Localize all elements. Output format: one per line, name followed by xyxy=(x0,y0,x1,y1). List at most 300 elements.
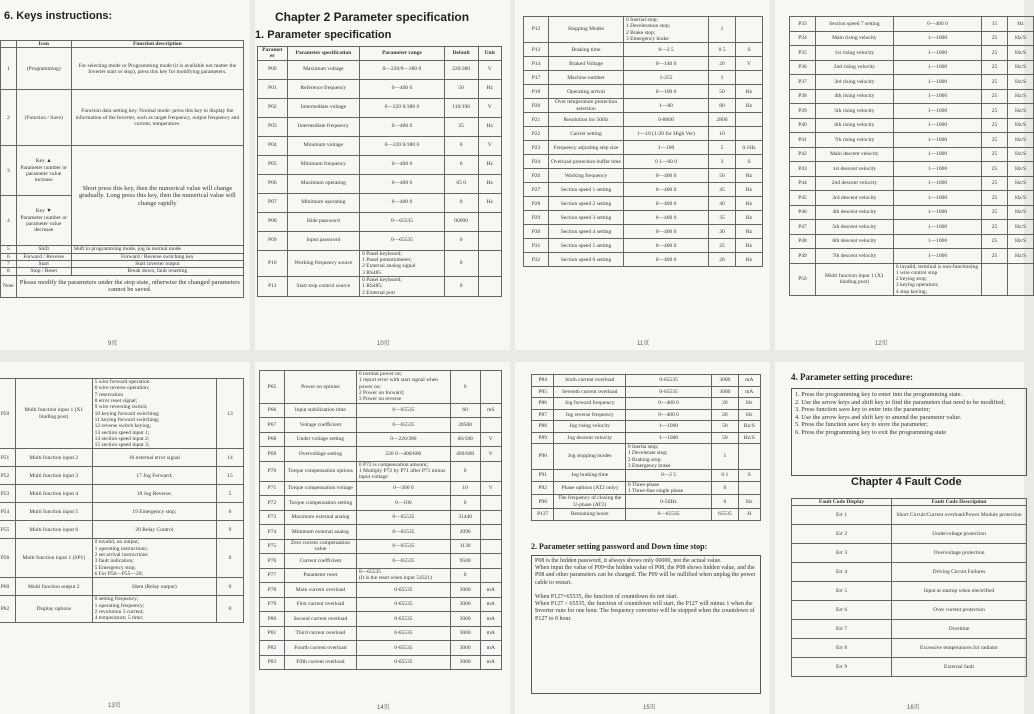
table-cell: Hz/S xyxy=(1008,46,1034,61)
page-16 xyxy=(775,362,1024,714)
table-row xyxy=(790,118,1034,133)
table-cell xyxy=(480,554,501,569)
table-cell: 9 xyxy=(217,521,244,539)
table-cell: 0—400 0 xyxy=(624,169,709,183)
table-cell: P26 xyxy=(524,169,549,183)
chapter-title: Chapter 4 Fault Code xyxy=(851,476,962,488)
table-cell: Remaining hours xyxy=(554,509,625,521)
table-cell: 80 xyxy=(709,99,736,113)
table-cell: P52 xyxy=(0,467,15,485)
table-row xyxy=(258,231,502,250)
fault-table xyxy=(791,498,1027,677)
table-cell: P56 xyxy=(0,539,15,578)
table-cell: 65 0 xyxy=(444,174,478,193)
table-cell: P20 xyxy=(524,99,549,113)
table-cell: 1 xyxy=(709,71,736,85)
table-cell: 25 xyxy=(982,176,1008,191)
table-cell: 60 xyxy=(450,403,480,418)
table-cell: Section speed 5 setting xyxy=(549,239,624,253)
table-cell: P38 xyxy=(790,89,816,104)
table-row xyxy=(260,496,502,511)
table-cell: 1—1000 xyxy=(893,75,981,90)
table-cell: 0—65535 xyxy=(356,554,450,569)
table-cell: 25 xyxy=(982,162,1008,177)
table-cell: P29 xyxy=(524,211,549,225)
table-cell: 220/380 xyxy=(444,60,478,79)
table-row xyxy=(260,447,502,462)
table-cell: 0—65535 xyxy=(625,509,711,521)
table-cell: First current overload xyxy=(284,597,356,612)
table-row xyxy=(258,174,502,193)
table-cell: P69 xyxy=(260,447,285,462)
page-number: 9页 xyxy=(108,341,118,347)
table-cell: 1—10 (1-20 for High Ver) xyxy=(624,127,709,141)
table-cell: Err 7 xyxy=(792,620,892,639)
table-cell: 0—400 0 xyxy=(624,197,709,211)
table-cell: Under voltage setting xyxy=(284,432,356,447)
table-row xyxy=(790,31,1034,46)
table-row xyxy=(0,379,244,449)
table-cell: 0—400 0 xyxy=(624,225,709,239)
table-cell: mA xyxy=(480,626,501,641)
table-cell: 0—65535 xyxy=(360,212,445,231)
table-cell: 35 xyxy=(709,211,736,225)
table-cell: 0 Panel keyboard; 1 RS485; 2 External port xyxy=(360,276,445,296)
table-cell: Hz xyxy=(736,239,763,253)
table-cell: Hz xyxy=(478,79,502,98)
table-cell: 1—80 xyxy=(624,99,709,113)
table-cell: P49 xyxy=(790,249,816,264)
table-cell: Undervoltage protection xyxy=(892,525,1027,544)
table-cell: 28500 xyxy=(450,418,480,433)
table-cell: Hz/S xyxy=(1008,104,1034,119)
table-cell: Working frequency source xyxy=(287,250,359,276)
table-row xyxy=(260,583,502,598)
table-cell: Operating arrival xyxy=(549,85,624,99)
table-cell: Hz/S xyxy=(1008,191,1034,206)
table-cell: 0 Inertia stop; 1 Decelerate stop; 2 Braking stop; 3 Emergency brake xyxy=(625,444,711,470)
table-cell: P06 xyxy=(258,174,288,193)
table-cell: 10 xyxy=(450,481,480,496)
table-cell: P91 xyxy=(532,470,554,482)
table-cell: Hz xyxy=(738,409,760,421)
table-cell: 0 xyxy=(444,136,478,155)
table-cell: 0 xyxy=(217,596,244,622)
table-cell: P13 xyxy=(524,43,549,57)
table-cell: P48 xyxy=(790,234,816,249)
table-cell: Current coefficient xyxy=(284,554,356,569)
table-cell: 0—400 0 xyxy=(360,174,445,193)
table-cell: 6th descent velocity xyxy=(815,234,893,249)
table-cell: mA xyxy=(738,386,760,398)
table-cell: Multi function input 1 (SP1) xyxy=(15,539,92,578)
table-cell: 0-65535 xyxy=(625,386,711,398)
table-cell: 1-255 xyxy=(624,71,709,85)
table-cell: P53 xyxy=(0,485,15,503)
table-cell: 0—400 0 xyxy=(625,409,711,421)
table-cell: 0—65535 (It is the reset when input 54321) xyxy=(356,568,450,583)
table-row xyxy=(0,449,244,467)
table-cell: Main descent velocity xyxy=(815,147,893,162)
section-title: 1. Parameter specification xyxy=(255,29,392,41)
table-cell: 3000 xyxy=(450,655,480,670)
table-cell: H xyxy=(738,509,760,521)
table-cell: Short Circuit/Current overload/Power Module protection xyxy=(892,506,1027,525)
table-cell: 17 Jog Forward; xyxy=(92,467,216,485)
table-cell: 1—1000 xyxy=(893,220,981,235)
table-cell: S xyxy=(736,43,763,57)
table-cell: P14 xyxy=(524,57,549,71)
table-cell: P72 xyxy=(260,496,285,511)
table-row xyxy=(260,461,502,481)
table-cell: Input stabilization time xyxy=(284,403,356,418)
table-cell: Multi function input 4 xyxy=(15,485,92,503)
table-cell: Start stop control source xyxy=(287,276,359,296)
table-cell: 220 0—400/600 xyxy=(356,447,450,462)
table-row xyxy=(532,495,761,509)
table-cell: 18 Jog Reverse; xyxy=(92,485,216,503)
table-cell: Maximum voltage xyxy=(287,60,359,79)
page-number: 16页 xyxy=(907,705,920,711)
table-cell: mS xyxy=(480,403,501,418)
table-cell: 15 xyxy=(982,17,1008,32)
section-title: 4. Parameter setting procedure: xyxy=(791,372,913,382)
table-row xyxy=(790,205,1034,220)
table-cell: 1 xyxy=(712,444,738,470)
page-13 xyxy=(0,362,250,714)
table-cell: Jog forward frequency xyxy=(554,398,625,410)
table-cell: 50 xyxy=(712,432,738,444)
table-cell: mA xyxy=(480,597,501,612)
table-cell: 45 xyxy=(709,183,736,197)
table-row xyxy=(790,263,1034,296)
table-cell xyxy=(736,127,763,141)
table-cell: 0 xyxy=(450,496,480,511)
table-cell: P36 xyxy=(790,60,816,75)
table-cell xyxy=(480,568,501,583)
table-cell: 31440 xyxy=(450,510,480,525)
table-cell: 2nd rising velocity xyxy=(815,60,893,75)
table-row xyxy=(258,60,502,79)
table-cell: Overvoltage protection xyxy=(892,544,1027,563)
table-cell: Overload protection buffer time xyxy=(549,155,624,169)
table-cell: Section speed 4 setting xyxy=(549,225,624,239)
table-cell: 1 xyxy=(709,17,736,43)
table-row xyxy=(790,147,1034,162)
page-title: 6. Keys instructions: xyxy=(4,10,113,22)
table-row xyxy=(524,155,763,169)
table-cell: The frequency of closing the U-phase (AT2) xyxy=(554,495,625,509)
table-cell: Minimum voltage xyxy=(287,136,359,155)
column-header: Unit xyxy=(478,47,502,61)
table-cell: 50 xyxy=(709,169,736,183)
table-row xyxy=(524,225,763,239)
table-cell: Hz/S xyxy=(738,432,760,444)
table-cell: 7th rising velocity xyxy=(815,133,893,148)
table-row xyxy=(0,467,244,485)
table-cell: P46 xyxy=(790,205,816,220)
table-cell: 0 invalid, terminal is non-functioning 1 wire control stop 2 keying stop; 3 keying operation; 4 stop keying; xyxy=(893,263,981,296)
column-header: Paramet er xyxy=(258,47,288,61)
table-row xyxy=(260,432,502,447)
table-cell: Hz xyxy=(736,99,763,113)
table-row xyxy=(524,127,763,141)
table-cell: 3000 xyxy=(712,375,738,387)
table-row xyxy=(524,57,763,71)
table-cell: P66 xyxy=(260,403,285,418)
table-row xyxy=(258,212,502,231)
table-row xyxy=(792,582,1027,601)
table-cell: P05 xyxy=(258,155,288,174)
table-cell: 3000 xyxy=(450,583,480,598)
table-cell: P60 xyxy=(0,578,15,596)
table-row xyxy=(790,176,1034,191)
table-cell: 1—1000 xyxy=(893,89,981,104)
table-cell: 25 xyxy=(982,118,1008,133)
table-cell: P33 xyxy=(790,17,816,32)
table-cell: 13 xyxy=(217,379,244,449)
table-cell: Jog stopping modes xyxy=(554,444,625,470)
table-cell: P44 xyxy=(790,176,816,191)
table-cell: 4th descent velocity xyxy=(815,205,893,220)
table-cell: Section speed 1 setting xyxy=(549,183,624,197)
table-row xyxy=(792,525,1027,544)
table-cell: 0 Three-phase 1 Three-line single phase xyxy=(625,481,711,495)
table-cell: 25 xyxy=(982,31,1008,46)
table-cell: 1—1000 xyxy=(893,249,981,264)
table-cell: P41 xyxy=(790,133,816,148)
table-row xyxy=(258,98,502,117)
table-cell: Hz xyxy=(736,85,763,99)
table-cell: 3000 xyxy=(450,626,480,641)
table-cell: 25 xyxy=(982,234,1008,249)
page-number: 15页 xyxy=(643,705,656,711)
table-cell: 0 invalid, no output; 1 operating instructions; 2 set arrival instructions 3 fault indication; 5 Emergency stop; 6 For P50—P55—20; xyxy=(92,539,216,578)
table-cell: P03 xyxy=(258,117,288,136)
table-cell: 0—400 0 xyxy=(893,17,981,32)
table-cell: 1—1000 xyxy=(625,432,711,444)
table-cell: 1st rising velocity xyxy=(815,46,893,61)
table-cell: 0—400 0 xyxy=(360,79,445,98)
table-cell: 25 xyxy=(982,205,1008,220)
table-cell: Minimum frequency xyxy=(287,155,359,174)
table-cell: Overtime xyxy=(892,620,1027,639)
table-cell: Over current protection xyxy=(892,601,1027,620)
table-cell: Hz xyxy=(736,253,763,267)
table-cell: Working frequency xyxy=(549,169,624,183)
table-cell: P80 xyxy=(260,612,285,627)
param-table xyxy=(531,374,761,521)
table-cell: 1—1000 xyxy=(893,234,981,249)
table-cell: Main current overload xyxy=(284,583,356,598)
column-header: Parameter range xyxy=(360,47,445,61)
table-cell: 25 xyxy=(444,117,478,136)
key-down-icon: Key ▼ xyxy=(35,208,52,215)
table-cell: Voltage coefficient xyxy=(284,418,356,433)
table-cell: P50 xyxy=(790,263,816,296)
table-cell: P79 xyxy=(260,597,285,612)
table-cell: Hz xyxy=(478,174,502,193)
table-cell: 1—1000 xyxy=(893,46,981,61)
table-cell: Third current overload xyxy=(284,626,356,641)
table-cell: P83 xyxy=(260,655,285,670)
table-cell: P11 xyxy=(258,276,288,296)
table-cell: Err 6 xyxy=(792,601,892,620)
table-cell: Hz/S xyxy=(1008,133,1034,148)
page-12 xyxy=(775,0,1024,350)
param-table xyxy=(789,16,1034,296)
table-cell: Parameter reset xyxy=(284,568,356,583)
table-cell: Hz/S xyxy=(1008,75,1034,90)
table-cell: 4th rising velocity xyxy=(815,89,893,104)
table-cell: S xyxy=(738,470,760,482)
table-cell: P77 xyxy=(260,568,285,583)
table-cell: 25 xyxy=(982,75,1008,90)
table-cell: V xyxy=(480,447,501,462)
table-cell: P47 xyxy=(790,220,816,235)
table-cell: P27 xyxy=(524,183,549,197)
table-cell: 0—400 0 xyxy=(360,117,445,136)
table-cell: Stopping Modes xyxy=(549,17,624,43)
table-cell: 0-65535 xyxy=(356,583,450,598)
page-11 xyxy=(515,0,770,350)
table-cell: 16 external error signal xyxy=(92,449,216,467)
table-cell: 5 xyxy=(217,485,244,503)
table-cell: 1—1000 xyxy=(625,421,711,433)
column-header: Fault Code Display xyxy=(792,499,892,506)
table-row xyxy=(260,525,502,540)
table-cell: 0 1—60 0 xyxy=(624,155,709,169)
table-row xyxy=(790,133,1034,148)
table-row xyxy=(792,639,1027,658)
table-cell: Display options xyxy=(15,596,92,622)
table-cell: 5th rising velocity xyxy=(815,104,893,119)
table-cell: 0 xyxy=(217,539,244,578)
table-cell xyxy=(478,231,502,250)
table-cell: P127 xyxy=(532,509,554,521)
table-cell: 0—140 0 xyxy=(624,57,709,71)
col-function: Function description xyxy=(71,41,243,48)
table-cell: Torque compensation voltage xyxy=(284,481,356,496)
table-cell: P18 xyxy=(524,85,549,99)
table-row xyxy=(258,193,502,212)
table-cell: 25 xyxy=(982,60,1008,75)
table-cell: 30 xyxy=(709,225,736,239)
table-cell: 0—100 xyxy=(356,496,450,511)
table-cell: Hz/S xyxy=(1008,205,1034,220)
table-cell: 14 xyxy=(217,449,244,467)
table-cell: Resolution for 50Hz xyxy=(549,113,624,127)
table-cell: 0—65535 xyxy=(356,403,450,418)
table-cell: Err 3 xyxy=(792,544,892,563)
table-row xyxy=(258,117,502,136)
table-cell: P04 xyxy=(258,136,288,155)
table-cell: P73 xyxy=(260,510,285,525)
table-cell: P42 xyxy=(790,147,816,162)
table-cell xyxy=(480,496,501,511)
table-cell: Braked Voltage xyxy=(549,57,624,71)
table-cell: Hz/S xyxy=(1008,249,1034,264)
table-cell: Hz/S xyxy=(1008,118,1034,133)
table-cell: P08 xyxy=(258,212,288,231)
table-cell: P45 xyxy=(790,191,816,206)
table-cell: 25 xyxy=(982,104,1008,119)
table-row xyxy=(0,485,244,503)
table-row xyxy=(524,169,763,183)
table-cell: P30 xyxy=(524,225,549,239)
table-row xyxy=(258,79,502,98)
table-row xyxy=(260,655,502,670)
table-cell: 0.1Hz xyxy=(736,141,763,155)
table-cell: Section speed 6 setting xyxy=(549,253,624,267)
table-cell: 3000 xyxy=(450,641,480,656)
table-row xyxy=(260,554,502,569)
table-cell: 6 xyxy=(217,503,244,521)
table-cell: 0-65535 xyxy=(356,655,450,670)
table-row xyxy=(524,17,763,43)
table-cell: 0 xyxy=(450,461,480,481)
table-cell: Hz/S xyxy=(1008,60,1034,75)
table-cell: P37 xyxy=(790,75,816,90)
table-cell xyxy=(478,212,502,231)
table-cell: Idem (Relay output) xyxy=(92,578,216,596)
table-cell: V xyxy=(478,136,502,155)
table-cell: V xyxy=(480,481,501,496)
table-cell: 0 xyxy=(444,250,478,276)
table-cell: 0—400 0 xyxy=(624,183,709,197)
table-cell: P87 xyxy=(532,409,554,421)
table-cell: 0—2 5 xyxy=(625,470,711,482)
table-cell: 3000 xyxy=(450,612,480,627)
table-cell xyxy=(480,418,501,433)
table-cell: Second current overload xyxy=(284,612,356,627)
table-cell: 65535 xyxy=(712,509,738,521)
table-cell: 1—1000 xyxy=(893,60,981,75)
table-cell: 0-8000 xyxy=(624,113,709,127)
table-cell: 0—400 0 xyxy=(624,253,709,267)
table-cell: 0—65535 xyxy=(356,418,450,433)
table-cell xyxy=(1008,263,1034,296)
table-cell: Input at startup when electrified xyxy=(892,582,1027,601)
table-row xyxy=(258,250,502,276)
table-cell: 0 normal power on; 1 report error with start signal when power on; 2 Power on forward; 3 Power on reverse xyxy=(356,371,450,404)
table-row xyxy=(790,220,1034,235)
param-table xyxy=(259,370,502,670)
column-header: Parameter specification xyxy=(287,47,359,61)
table-cell: P40 xyxy=(790,118,816,133)
table-row xyxy=(258,276,502,296)
table-cell: Torque compensation setting xyxy=(284,496,356,511)
table-cell: Hz xyxy=(478,193,502,212)
table-cell: 1—1000 xyxy=(893,133,981,148)
table-cell: Err 1 xyxy=(792,506,892,525)
table-cell: Hz xyxy=(736,183,763,197)
table-cell: Section speed 7 setting xyxy=(815,17,893,32)
table-cell: Overvoltage setting xyxy=(284,447,356,462)
table-cell: Minimum operating xyxy=(287,193,359,212)
table-cell: 0 Panel keyboard; 1 Panel potentiometer; 2 External analog signal 3 RS485 xyxy=(360,250,445,276)
table-row xyxy=(790,249,1034,264)
table-cell: P86 xyxy=(532,398,554,410)
table-cell: 20 Relay Control xyxy=(92,521,216,539)
table-cell xyxy=(480,461,501,481)
table-cell: Reference frequency xyxy=(287,79,359,98)
param-table xyxy=(523,16,763,267)
table-row xyxy=(532,386,761,398)
table-row xyxy=(260,481,502,496)
table-cell: 0-65535 xyxy=(625,375,711,387)
table-cell xyxy=(736,113,763,127)
